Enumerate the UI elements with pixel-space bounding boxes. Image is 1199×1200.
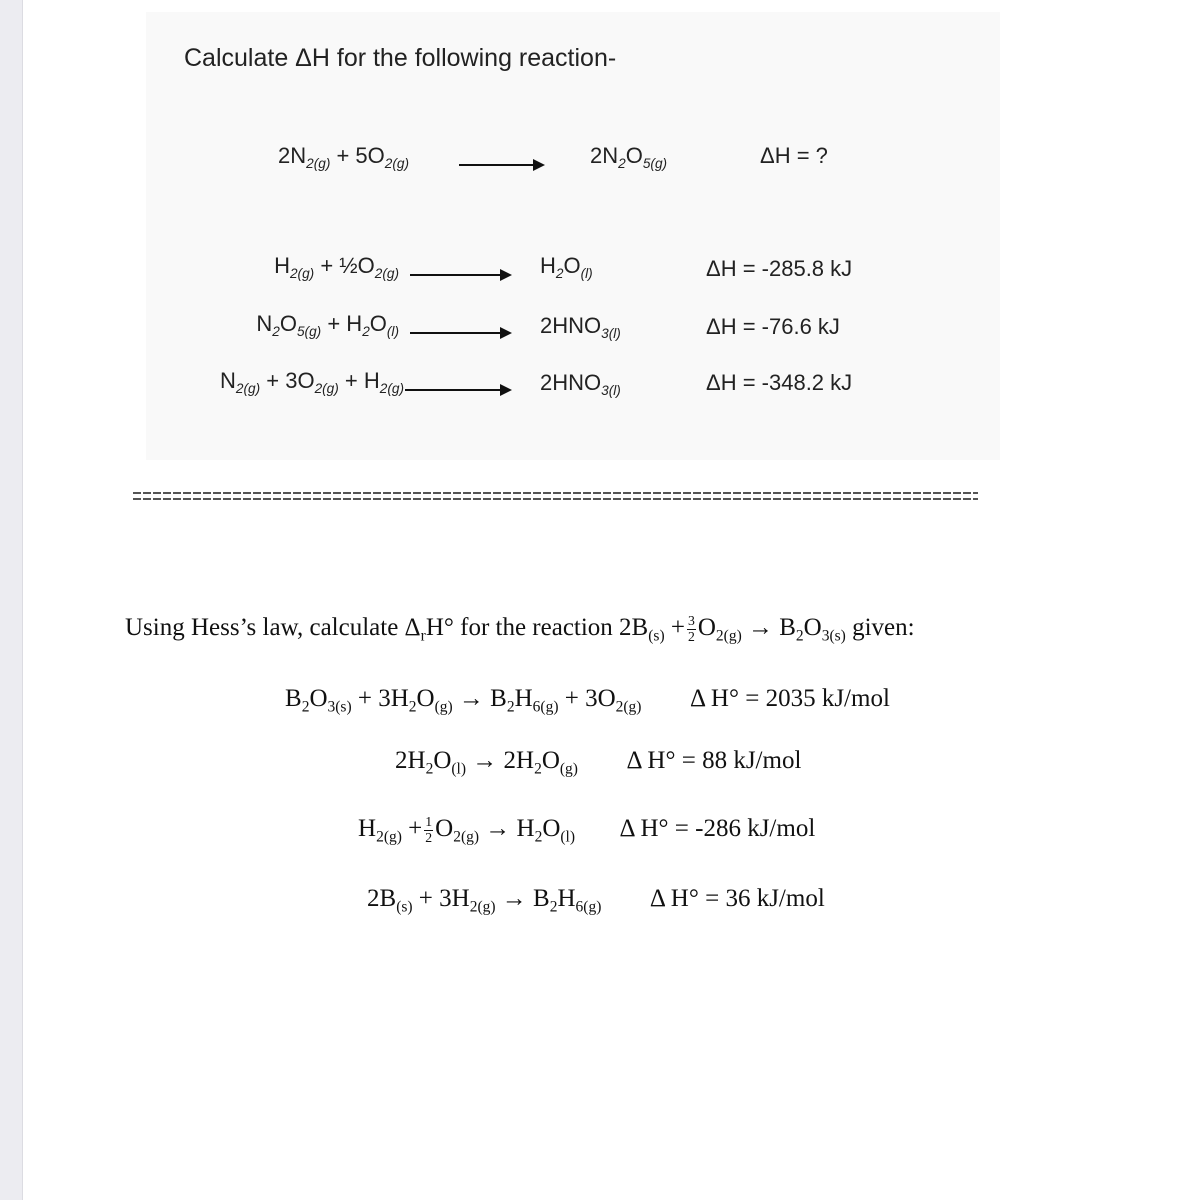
subscript: (s) (648, 627, 665, 645)
subscript: 2 (408, 698, 417, 716)
fraction (424, 815, 433, 845)
enthalpy: ΔH = -348.2 kJ (706, 370, 853, 395)
formula-text: + 3H (351, 685, 409, 712)
section-divider (133, 492, 978, 501)
subscript: 2 (425, 760, 434, 778)
formula-text: O (309, 685, 328, 712)
hess-given-1 (285, 685, 890, 716)
formula-text: N (220, 368, 236, 393)
formula-text: O (625, 143, 643, 168)
formula-text: → B (495, 885, 550, 912)
subscript: 3(l) (601, 325, 621, 341)
hess-given-4 (367, 885, 825, 916)
formula-text: O (542, 815, 561, 842)
subscript: 2 (301, 698, 310, 716)
formula-text: H (540, 253, 556, 278)
equation (395, 747, 578, 778)
formula-text: → H (479, 815, 535, 842)
formula-text: + H (321, 311, 363, 336)
hess-given-2 (395, 747, 802, 778)
enthalpy: Δ H° = -286 kJ/mol (619, 815, 816, 842)
formula-text: + ½O (314, 253, 375, 278)
subscript: (g) (434, 698, 453, 716)
formula-text: O (416, 685, 435, 712)
formula-text: 2N (590, 143, 619, 168)
enthalpy: Δ H° = 2035 kJ/mol (689, 685, 890, 712)
numerator: 3 (687, 613, 695, 629)
formula-text: O (435, 815, 454, 842)
formula-text: Using Hess’s law, calculate Δ (125, 614, 421, 641)
formula-text: B (285, 685, 302, 712)
formula-text: 2HNO (540, 370, 602, 395)
subscript: 2(g) (615, 698, 642, 716)
subscript: 2 (534, 828, 543, 846)
formula-text: + 3O (558, 685, 616, 712)
reactants (256, 311, 399, 337)
subscript: 2(g) (376, 828, 402, 846)
subscript: (l) (386, 323, 399, 339)
formula-text: O (803, 614, 822, 641)
subscript: 2(g) (379, 380, 404, 396)
fraction (687, 614, 696, 644)
question-title: Calculate ΔH for the following reaction- (184, 44, 617, 72)
formula-text: H° for the reaction 2B (425, 614, 649, 641)
formula-text: O (369, 311, 387, 336)
target-reactants (278, 143, 409, 169)
numerator: 1 (425, 814, 433, 830)
formula-text: O (541, 747, 560, 774)
formula-text: 2H (395, 747, 426, 774)
reactants (274, 253, 399, 279)
enthalpy: Δ H° = 36 kJ/mol (649, 885, 825, 912)
subscript: 2(g) (235, 380, 261, 396)
products (540, 253, 593, 279)
formula-text: H (358, 815, 377, 842)
subscript: 2 (795, 627, 804, 645)
formula-text: → B (741, 614, 796, 641)
subscript: 2 (272, 323, 280, 339)
subscript: 3(s) (821, 627, 846, 645)
subscript: (s) (396, 898, 413, 916)
formula-text: N (256, 311, 273, 336)
subscript: 6(g) (575, 898, 602, 916)
equation (285, 685, 642, 716)
subscript: 5(g) (642, 155, 668, 171)
formula-text: + (664, 614, 685, 641)
formula-text: 2N (278, 143, 307, 168)
subscript: 2 (506, 698, 515, 716)
subscript: 2 (555, 265, 564, 281)
formula-text: O (433, 747, 452, 774)
formula-text: O (279, 311, 297, 336)
formula-text: + 3O (260, 368, 315, 393)
subscript: 2 (618, 155, 626, 171)
products (540, 370, 621, 396)
subscript: 2 (362, 323, 370, 339)
subscript: 2(g) (289, 265, 315, 281)
target-enthalpy: ΔH = ? (760, 143, 828, 168)
subscript: (l) (451, 760, 467, 778)
subscript: 2(g) (374, 265, 399, 281)
formula-text: H (274, 253, 290, 278)
subscript: 2(g) (384, 155, 410, 171)
reaction-arrow-icon (410, 324, 510, 342)
subscript: (l) (560, 828, 576, 846)
reaction-arrow-icon (405, 381, 510, 399)
products (540, 313, 621, 339)
formula-text: → 2H (466, 747, 535, 774)
reaction-arrow-icon (410, 266, 510, 284)
equation (367, 885, 602, 916)
subscript: 2(g) (453, 828, 480, 846)
reaction-arrow-icon (459, 156, 543, 174)
subscript: (l) (580, 265, 593, 281)
formula-text: 2B (367, 885, 397, 912)
reactants (220, 368, 404, 394)
subscript: r (420, 627, 426, 645)
subscript: 2 (534, 760, 542, 778)
formula-text: 2HNO (540, 313, 602, 338)
subscript: 3(s) (327, 698, 352, 716)
formula-text: O (563, 253, 581, 278)
subscript: 2 (549, 898, 558, 916)
subscript: 2(g) (306, 155, 331, 171)
formula-text: → B (452, 685, 507, 712)
formula-text: O (697, 614, 716, 641)
subscript: 2(g) (469, 898, 496, 916)
subscript: 2(g) (715, 627, 742, 645)
hess-law-question (125, 614, 915, 644)
denominator: 2 (687, 628, 695, 644)
denominator: 2 (425, 829, 433, 845)
subscript: (g) (559, 760, 578, 778)
subscript: 3(l) (601, 382, 621, 398)
formula-text: + 3H (412, 885, 470, 912)
formula-text: H (514, 685, 533, 712)
enthalpy: Δ H° = 88 kJ/mol (626, 747, 802, 774)
enthalpy: ΔH = -76.6 kJ (706, 314, 840, 339)
target-products (590, 143, 667, 169)
subscript: 2(g) (314, 380, 339, 396)
formula-text: + H (338, 368, 380, 393)
hess-given-3 (358, 815, 815, 845)
formula-text: given: (845, 614, 915, 641)
subscript: 5(g) (296, 323, 322, 339)
formula-text: H (557, 885, 576, 912)
equation (358, 814, 576, 846)
subscript: 6(g) (532, 698, 559, 716)
formula-text: + 5O (330, 143, 385, 168)
enthalpy: ΔH = -285.8 kJ (706, 256, 853, 281)
formula-text: + (401, 815, 423, 842)
viewer-left-margin (0, 0, 23, 1200)
